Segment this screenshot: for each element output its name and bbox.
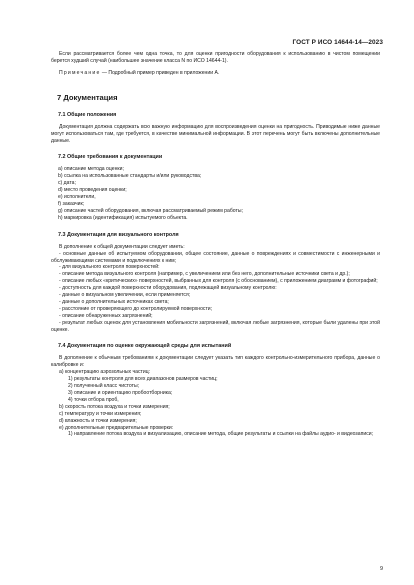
section-7-2-heading: 7.2 Общие требования к документации [58,154,163,161]
list-item: d) место проведения оценки; [58,187,127,194]
list-item: b) скорость потока воздуха и точки измерения; [59,403,170,410]
note-text: — Подробный пример приведен в приложении А. [100,69,220,76]
list-item: - описание обнаруженных загрязнений; [59,312,153,319]
list-item: d) влажность и точки измерения; [59,417,137,424]
page-content [51,51,380,438]
list-item: h) маркировка (идентификация) испытуемого объекта. [58,214,188,221]
section-7-3-heading: 7.3 Документация для визуального контроля [58,231,179,238]
list-item: a) концентрацию аэрозольных частиц: [59,369,151,376]
sub-list-item: 4) точки отбора проб, [68,396,119,403]
section-7-1-heading: 7.1 Общие положения [58,111,117,118]
list-item: g) описание частей оборудования, включая рассматриваемый режим работы; [58,207,243,214]
section-7-heading: 7 Документация [57,92,118,102]
list-item: - расстояние от проверяющего до контролируемой поверхности; [59,305,213,312]
section-7-2-list [51,166,380,221]
intro-paragraph: Если рассматривается более чем одна точка, то для оценки пригодности оборудования к использованию в чистом помещении берется худший случай (наибольшее значение класса N по ИСО 14644-1). [51,51,380,64]
page-number: 9 [380,566,383,572]
section-7-4-paragraph: В дополнение к обычным требованиям к документации следует указать тип каждого контрольно-измерительного прибора, данные о калибровке и: [51,355,380,369]
list-item: e) исполнители, [58,194,96,201]
section-7-3-paragraph: В дополнение к общей документации следует иметь: [59,243,185,250]
list-item: a) описание метода оценки; [58,166,124,173]
list-item: b) ссылка на использованные стандарты и/или руководства; [58,173,202,180]
list-item: - доступность для каждой поверхности оборудования, подлежащей визуальному контролю: [59,285,277,292]
list-item: c) температуру и точки измерения; [59,410,142,417]
list-item: f) заказчик; [58,200,85,207]
sub-list-item: 3) описание и ориентацию пробоотборника; [68,390,173,396]
list-item: - основные данные об испытуемом оборудовании, общее состояние, данные о повреждениях и совместимости с инженерными и обслуживающими системами и подключениях к ним; [51,250,380,264]
sub-list-item: 2) полученный класс чистоты; [68,383,140,390]
list-item: - данные о дополнительных источниках света; [59,298,169,305]
list-item: e) дополнительные предварительные проверки: [59,424,174,431]
note [51,70,380,77]
list-item: - данные о визуальном увеличении, если применяется; [59,292,191,299]
section-7-1-paragraph: Документация должна содержать всю важную информацию для воспроизведения оценки на пригодность. Приводимые ниже данные могут использоваться там, где требуется, в качестве минимальной информации. В этот перечень могут быть включены дополнительные данные. [51,123,380,144]
list-item: - для визуального контроля поверхностей: [59,264,160,271]
list-item: - описание метода визуального контроля (например, с увеличением или без него, дополнительные источники света и др.); [59,271,350,278]
note-label: Примечание [59,69,101,76]
list-item: - результат любых оценок для установления мобильности загрязнений, включая любые загрязнения, которые были удалены при этой оценке. [51,319,380,333]
section-7-4-heading: 7.4 Документация по оценке окружающей среды для испытаний [58,343,232,350]
document-code-header: ГОСТ Р ИСО 14644-14—2023 [292,39,383,46]
list-item: c) дата; [58,180,76,187]
list-item: - описание любых «критических» поверхностей, выбранных для контроля (с обоснованием), с приложением диаграмм и фотографий; [59,278,378,285]
sub-list-item: 1) результаты контроля для всех диапазонов размеров частиц; [68,376,218,383]
sub-list-item: 1) направление потока воздуха и визуализацию, описание метода, общие результаты и ссылки на файлы аудио- и видеозаписи; [68,431,374,438]
